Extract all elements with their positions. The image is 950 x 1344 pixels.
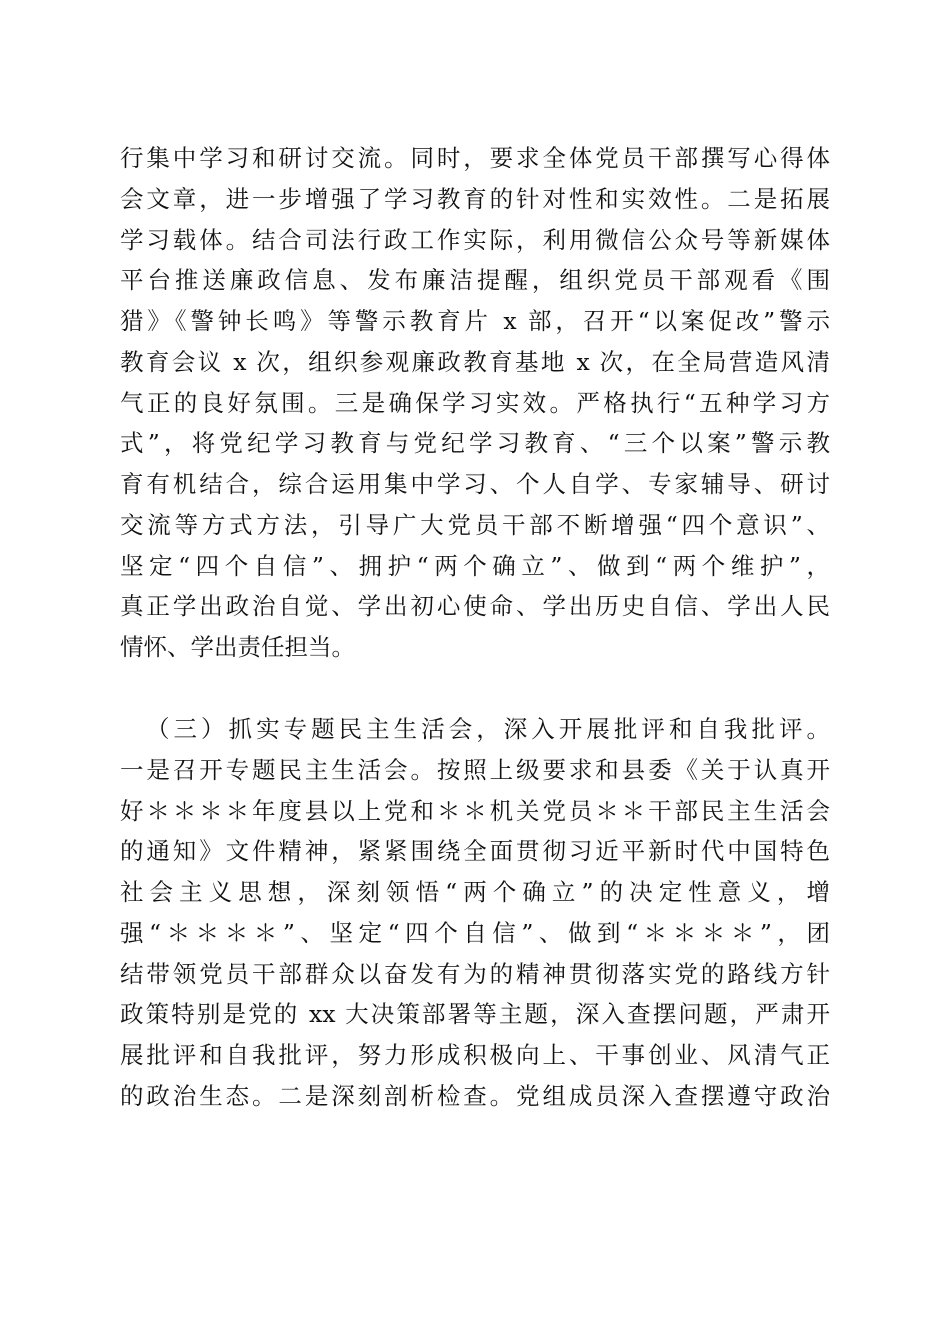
text-line: 一是召开专题民主生活会。按照上级要求和县委《关于认真开 xyxy=(120,755,830,784)
section-heading: （三）抓实专题民主生活会，深入开展批评和自我批评。 xyxy=(146,715,830,743)
text-line: 会文章，进一步增强了学习教育的针对性和实效性。二是拓展 xyxy=(120,184,830,213)
text-line: 好＊＊＊＊年度县以上党和＊＊机关党员＊＊干部民主生活会 xyxy=(120,796,830,825)
text-line: 政策特别是党的 xx 大决策部署等主题，深入查摆问题，严肃开 xyxy=(120,1000,830,1029)
text-line: 教育会议 x 次，组织参观廉政教育基地 x 次，在全局营造风清 xyxy=(120,347,830,376)
text-line: 结带领党员干部群众以奋发有为的精神贯彻落实党的路线方针 xyxy=(120,959,830,988)
text-line: 真正学出政治自觉、学出初心使命、学出历史自信、学出人民 xyxy=(120,592,830,621)
text-line: 的通知》文件精神，紧紧围绕全面贯彻习近平新时代中国特色 xyxy=(120,837,830,866)
text-line: 平台推送廉政信息、发布廉洁提醒，组织党员干部观看《围 xyxy=(120,266,830,295)
text-line: 社会主义思想，深刻领悟“两个确立”的决定性意义，增 xyxy=(120,878,830,906)
text-line: 行集中学习和研讨交流。同时，要求全体党员干部撰写心得体 xyxy=(120,144,830,172)
text-line: 强“＊＊＊＊”、坚定“四个自信”、做到“＊＊＊＊”，团 xyxy=(120,918,830,947)
text-line: 展批评和自我批评，努力形成积极向上、干事创业、风清气正 xyxy=(120,1041,830,1069)
text-line: 猎》《警钟长鸣》等警示教育片 x 部，召开“以案促改”警示 xyxy=(120,307,830,335)
text-line: 气正的良好氛围。三是确保学习实效。严格执行“五种学习方 xyxy=(120,388,830,417)
paragraph-study-education xyxy=(120,138,830,668)
text-line: 的政治生态。二是深刻剖析检查。党组成员深入查摆遵守政治 xyxy=(120,1081,830,1110)
text-line: 式”，将党纪学习教育与党纪学习教育、“三个以案”警示教 xyxy=(120,429,830,458)
text-line: 情怀、学出责任担当。 xyxy=(120,633,355,661)
text-line: 育有机结合，综合运用集中学习、个人自学、专家辅导、研讨 xyxy=(120,470,830,498)
text-line: 坚定“四个自信”、拥护“两个确立”、做到“两个维护”， xyxy=(120,551,830,580)
text-line: 交流等方式方法，引导广大党员干部不断增强“四个意识”、 xyxy=(120,510,830,539)
paragraph-democratic-life-meeting xyxy=(120,709,830,1117)
text-line: 学习载体。结合司法行政工作实际，利用微信公众号等新媒体 xyxy=(120,225,830,254)
